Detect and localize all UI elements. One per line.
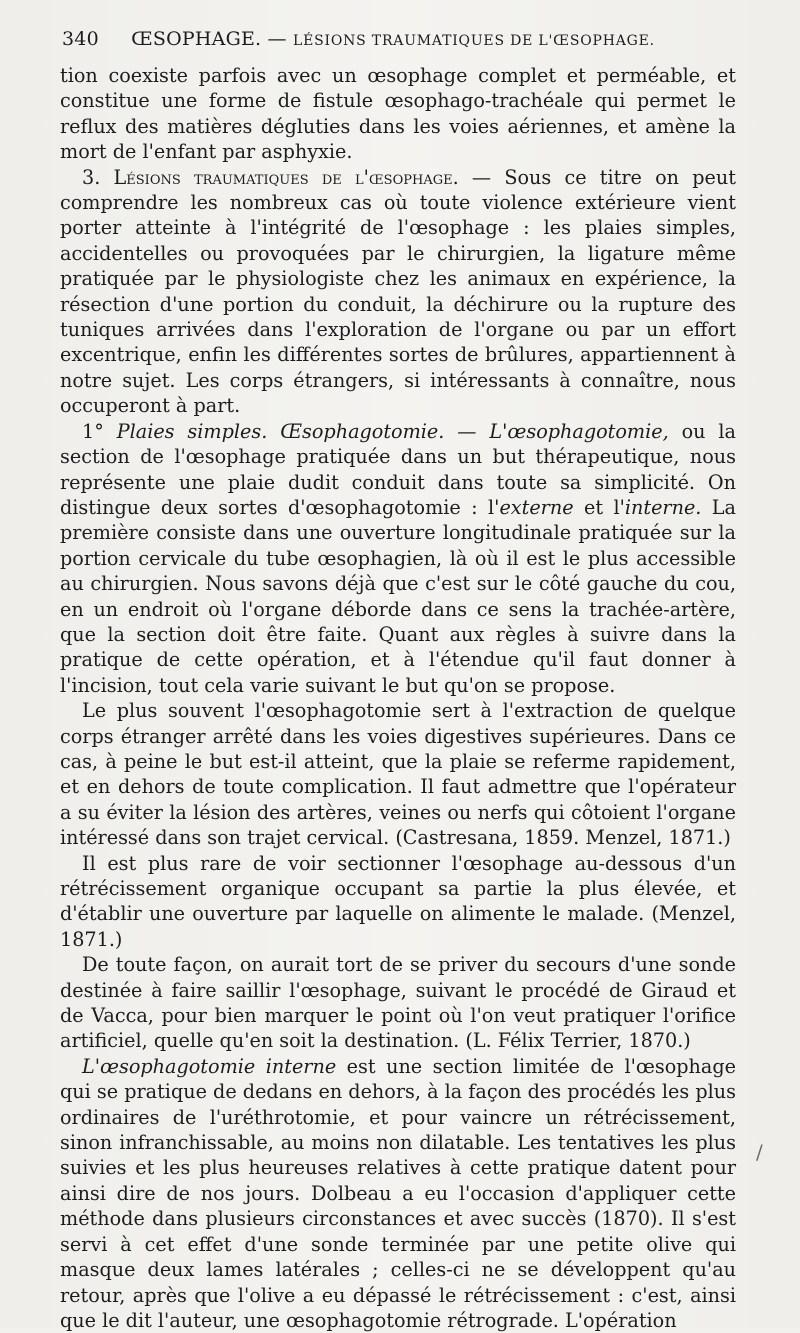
subsection-text-b: et l' xyxy=(573,495,625,519)
interne-text: est une section limitée de l'œsophage qui se pratique de dedans en dehors, à la façon des procédés les plus ordinaires de l'uréthrotomie, et pour vaincre un rétrécissement, sinon infranchissable, au moins non dilatable. Les tentatives les plus suivies et les plus heureuses relatives à cette pratique datent pour ainsi dire de nos jours. Dolbeau a eu l'occasion d'appliquer cette méthode dans plusieurs circonstances et avec succès (1870). Il s'est servi à cet effet d'une sonde terminée par une petite olive qui masque deux lames latérales ; celles-ci ne se développent qu'au retour, après que l'olive a eu dépassé le rétrécissement : c'est, ainsi que le dit l'auteur, une œsophagotomie rétrograde. L'opération xyxy=(60,1054,736,1332)
page-body xyxy=(60,63,736,1333)
subsection-text-a: ou la section de l'œsophage pratiquée dans un but thérapeutique, nous représente une plaie dudit conduit dans toute sa simplicité. On distingue deux sortes d'œsophagotomie : l' xyxy=(60,419,736,519)
section-number: 3. xyxy=(82,165,101,189)
interne-heading: L'œsophagotomie interne xyxy=(82,1054,337,1078)
paragraph-continuation: tion coexiste parfois avec un œsophage complet et perméable, et constitue une forme de fistule œsophago-trachéale qui permet le reflux des matières dégluties dans les voies aériennes, et amène la mort de l'enfant par asphyxie. xyxy=(60,64,736,164)
margin-pencil-mark: / xyxy=(756,1140,763,1164)
header-separator: — xyxy=(267,28,287,50)
running-header xyxy=(62,28,742,50)
subsection-number: 1° xyxy=(82,419,104,443)
subsection-dash: — xyxy=(444,419,490,443)
paragraph-sonde: De toute façon, on aurait tort de se priver du secours d'une sonde destinée à faire saillir l'œsophage, suivant le procédé de Giraud et de Vacca, pour bien marquer le point où l'on veut pratiquer l'orifice artificiel, quelle qu'en soit la destination. (L. Félix Terrier, 1870.) xyxy=(60,953,736,1053)
term-externe: externe xyxy=(499,495,574,519)
section-text: — Sous ce titre on peut comprendre les nombreux cas où toute violence extérieure vient porter atteinte à l'intégrité de l'œsophage : les plaies simples, accidentelles ou provoquées par le chirurgien, la ligature même pratiquée par le physiologiste chez les animaux en expérience, la résection d'une portion du conduit, la déchirure ou la rupture des tuniques arrivées dans l'exploration de l'organe ou par un effort excentrique, enfin les différentes sortes de brûlures, appartiennent à notre sujet. Les corps étrangers, si intéressants à connaître, nous occuperont à part. xyxy=(60,165,736,418)
page-number: 340 xyxy=(62,28,99,50)
subsection-text-c: La première consiste dans une ouverture longitudinale pratiquée sur la portion cervicale du tube œsophagien, là où il est le plus accessible au chirurgien. Nous savons déjà que c'est sur le côté gauche du cou, en un endroit où l'organe déborde dans ce sens la trachée-artère, que la section doit être faite. Quant aux règles à suivre dans la pratique de cette opération, et à l'étendue qu'il faut donner à l'incision, tout cela varie suivant le but qu'on se propose. xyxy=(60,495,736,697)
paragraph-retrecissement: Il est plus rare de voir sectionner l'œsophage au-dessous d'un rétrécissement organique occupant sa partie la plus élevée, et d'établir une ouverture par laquelle on alimente le malade. (Menzel, 1871.) xyxy=(60,851,736,951)
subsection-heading-2: L'œsophagotomie, xyxy=(489,419,669,443)
subsection-heading: Plaies simples. Œsophagotomie. xyxy=(116,419,445,443)
paragraph-section-3 xyxy=(60,165,736,419)
header-title-sub: LÉSIONS TRAUMATIQUES DE L'ŒSOPHAGE. xyxy=(293,33,655,49)
paragraph-extraction: Le plus souvent l'œsophagotomie sert à l'extraction de quelque corps étranger arrêté dans les voies digestives supérieures. Dans ce cas, à peine le but est-il atteint, que la plaie se referme rapidement, et en dehors de toute complication. Il faut admettre que l'opérateur a su éviter la lésion des artères, veines ou nerfs qui côtoient l'organe intéressé dans son trajet cervical. (Castresana, 1859. Menzel, 1871.) xyxy=(60,699,736,850)
term-interne: interne. xyxy=(624,495,702,519)
paragraph-plaies-simples xyxy=(60,419,736,698)
paragraph-oesophagotomie-interne xyxy=(60,1054,736,1333)
section-heading: Lésions traumatiques de l'œsophage. xyxy=(113,165,459,189)
header-title-main: ŒSOPHAGE. xyxy=(131,28,262,50)
